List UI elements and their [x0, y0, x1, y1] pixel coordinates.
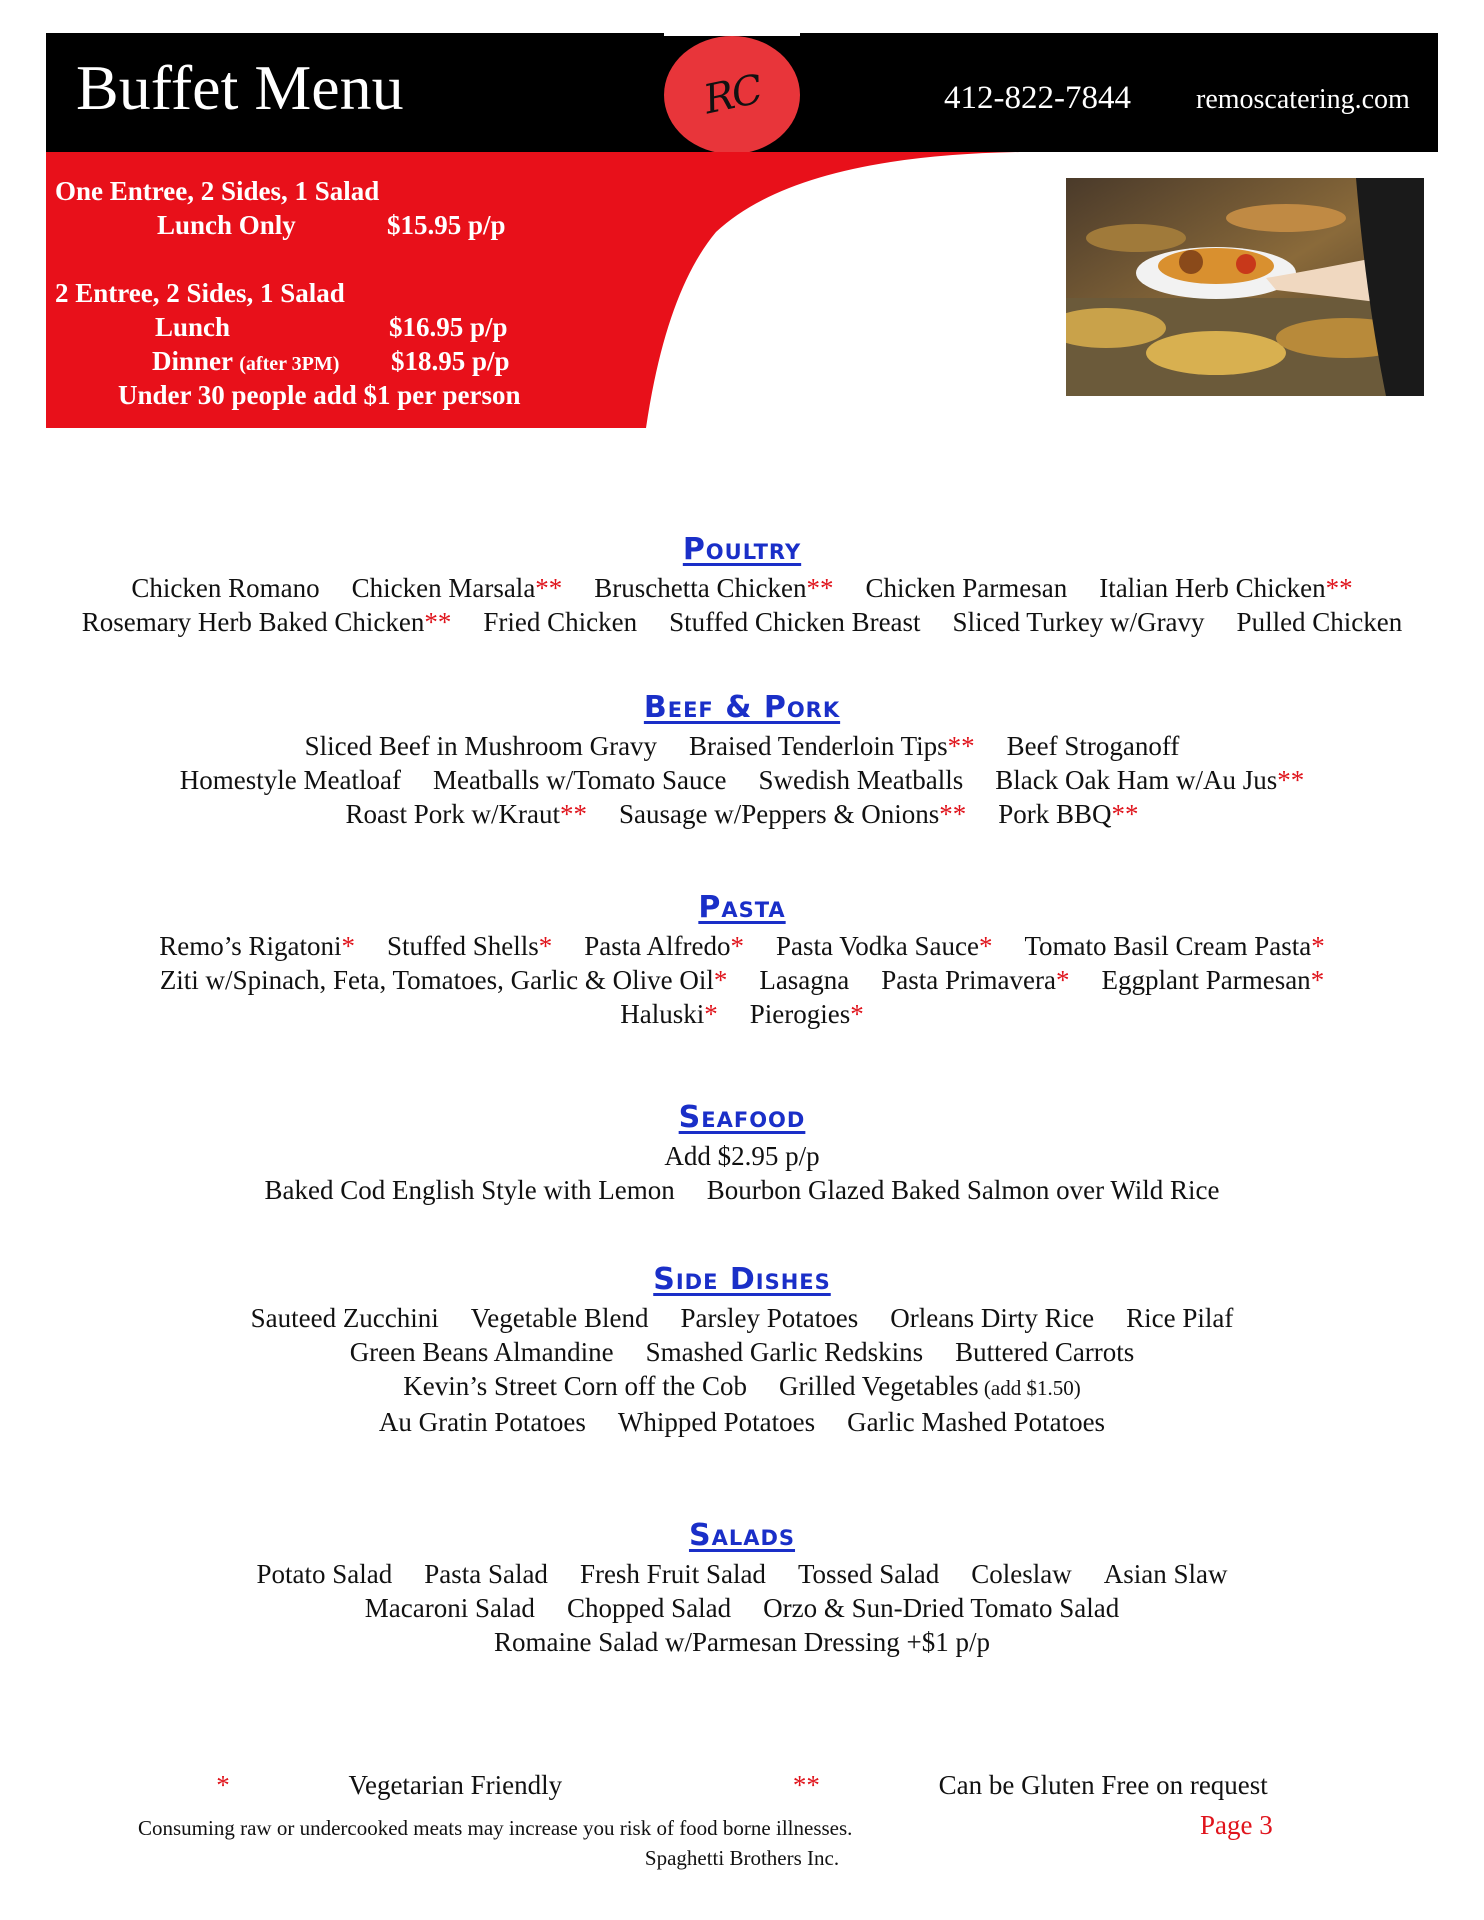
menu-item-name: Pasta Alfredo: [584, 931, 731, 961]
menu-item-name: Haluski: [620, 999, 705, 1029]
menu-item-name: Fried Chicken: [483, 607, 638, 637]
menu-item: [955, 1337, 1134, 1367]
menu-item-name: Whipped Potatoes: [617, 1407, 816, 1437]
menu-item: [494, 1627, 990, 1657]
menu-item-name: Orzo & Sun-Dried Tomato Salad: [763, 1593, 1120, 1623]
menu-item-name: Homestyle Meatloaf: [179, 765, 401, 795]
menu-item: [346, 799, 587, 829]
menu-item: [759, 965, 849, 995]
menu-row: [0, 963, 1484, 997]
section-seafood: [0, 1100, 1484, 1207]
menu-item-name: Remo’s Rigatoni: [159, 931, 342, 961]
menu-item-name: Italian Herb Chicken: [1099, 573, 1326, 603]
menu-row: [0, 1173, 1484, 1207]
menu-item: [365, 1593, 535, 1623]
menu-item-name: Bourbon Glazed Baked Salmon over Wild Rice: [706, 1175, 1220, 1205]
dietary-mark: *: [1310, 965, 1325, 995]
section-pasta: [0, 890, 1484, 1031]
legend-vegetarian: * Vegetarian Friendly: [216, 1770, 563, 1800]
dinner-label: Dinner (after 3PM): [152, 346, 340, 376]
lunch-label: Lunch: [155, 312, 231, 342]
menu-row: [0, 1591, 1484, 1625]
menu-row: [0, 1335, 1484, 1369]
menu-row: [0, 1557, 1484, 1591]
menu-item: [619, 799, 966, 829]
menu-row: [0, 729, 1484, 763]
menu-item: [160, 965, 728, 995]
dietary-mark: *: [1311, 931, 1325, 961]
menu-item-name: Kevin’s Street Corn off the Cob: [403, 1371, 747, 1401]
section-beef-pork: [0, 690, 1484, 831]
menu-item: [998, 799, 1138, 829]
menu-item: [680, 1303, 858, 1333]
menu-item-name: Coleslaw: [971, 1559, 1072, 1589]
menu-item-name: Chopped Salad: [566, 1593, 732, 1623]
menu-item: [131, 573, 319, 603]
section-title-poultry: Poultry: [682, 532, 802, 567]
menu-item: [594, 573, 833, 603]
legend: [0, 1770, 1484, 1801]
pricing-two-entree: 2 Entree, 2 Sides, 1 Salad: [55, 278, 345, 308]
section-title-side-dishes: Side Dishes: [653, 1262, 831, 1297]
menu-item: [750, 999, 864, 1029]
menu-item-name: Macaroni Salad: [364, 1593, 535, 1623]
dietary-mark: *: [850, 999, 864, 1029]
menu-item-name: Black Oak Ham w/Au Jus: [995, 765, 1278, 795]
menu-item: [890, 1303, 1094, 1333]
menu-item-name: Pasta Vodka Sauce: [775, 931, 979, 961]
section-title-seafood: Seafood: [678, 1100, 806, 1135]
lunch-price: $16.95 p/p: [389, 312, 508, 342]
dietary-mark: **: [939, 799, 967, 829]
menu-item: [352, 573, 563, 603]
menu-item: [580, 1559, 766, 1589]
logo-text: RC: [699, 66, 765, 124]
dietary-mark: **: [947, 731, 975, 761]
company-name: Spaghetti Brothers Inc.: [644, 1846, 840, 1870]
menu-item-name: Pasta Primavera: [881, 965, 1056, 995]
pricing-block: [55, 174, 521, 412]
menu-item: [953, 607, 1205, 637]
menu-item-name: Orleans Dirty Rice: [890, 1303, 1095, 1333]
dietary-mark: **: [535, 573, 563, 603]
menu-item: [1024, 931, 1324, 961]
menu-item-name: Au Gratin Potatoes: [378, 1407, 586, 1437]
menu-item-name: Eggplant Parmesan: [1101, 965, 1311, 995]
menu-item-name: Bruschetta Chicken: [594, 573, 807, 603]
pricing-one-entree: One Entree, 2 Sides, 1 Salad: [55, 176, 380, 206]
menu-item-name: Vegetable Blend: [470, 1303, 649, 1333]
menu-item: [1126, 1303, 1233, 1333]
menu-item-name: Pasta Salad: [424, 1559, 548, 1589]
menu-item: [618, 1407, 815, 1437]
menu-row: [0, 1405, 1484, 1439]
menu-item-name: Chicken Parmesan: [865, 573, 1068, 603]
menu-item: [881, 965, 1069, 995]
dietary-mark: **: [806, 573, 834, 603]
menu-item-name: Baked Cod English Style with Lemon: [264, 1175, 675, 1205]
menu-item: [847, 1407, 1105, 1437]
lunch-only-price: $15.95 p/p: [387, 210, 506, 240]
menu-item: [567, 1593, 731, 1623]
menu-item-name: Chicken Romano: [131, 573, 320, 603]
menu-item: [1099, 573, 1352, 603]
menu-row: [0, 1301, 1484, 1335]
page-number: Page 3: [1200, 1810, 1273, 1840]
dietary-mark: *: [704, 999, 718, 1029]
menu-item: [1101, 965, 1324, 995]
menu-item: [256, 1559, 392, 1589]
menu-item: [995, 765, 1304, 795]
menu-item: [1007, 731, 1180, 761]
menu-row: [0, 1369, 1484, 1405]
menu-item: [305, 731, 657, 761]
menu-item: [483, 607, 637, 637]
menu-row: [0, 763, 1484, 797]
menu-item-name: Pulled Chicken: [1236, 607, 1403, 637]
dietary-mark: **: [1277, 765, 1305, 795]
menu-item-name: Green Beans Almandine: [349, 1337, 614, 1367]
menu-item-name: Chicken Marsala: [351, 573, 536, 603]
dietary-mark: *: [538, 931, 553, 961]
menu-item: [471, 1303, 649, 1333]
dinner-price: $18.95 p/p: [391, 346, 510, 376]
dietary-mark: *: [978, 931, 993, 961]
menu-item: [350, 1337, 614, 1367]
menu-item: [403, 1371, 747, 1401]
menu-item-name: Buttered Carrots: [955, 1337, 1135, 1367]
menu-item: [779, 1371, 1081, 1401]
menu-item: [433, 765, 727, 795]
menu-item: [646, 1337, 923, 1367]
dietary-mark: *: [730, 931, 744, 961]
menu-item: [159, 931, 355, 961]
menu-item-name: Rice Pilaf: [1126, 1303, 1234, 1333]
phone-number: 412-822-7844: [944, 80, 1131, 116]
menu-item: [866, 573, 1068, 603]
website: remoscatering.com: [1196, 84, 1410, 115]
menu-item-name: Lasagna: [759, 965, 850, 995]
menu-item-name: Sliced Turkey w/Gravy: [952, 607, 1205, 637]
disclaimer: Consuming raw or undercooked meats may increase you risk of food borne illnesses.: [138, 1816, 853, 1840]
menu-row: [0, 929, 1484, 963]
menu-item-name: Roast Pork w/Kraut: [345, 799, 560, 829]
dietary-mark: *: [1055, 965, 1070, 995]
menu-item-name: Swedish Meatballs: [758, 765, 964, 795]
menu-item-name: Sauteed Zucchini: [250, 1303, 439, 1333]
menu-item: [971, 1559, 1072, 1589]
menu-item: [669, 607, 920, 637]
section-salads: [0, 1518, 1484, 1659]
menu-item-name: Stuffed Chicken Breast: [669, 607, 921, 637]
surcharge-note: Under 30 people add $1 per person: [118, 380, 521, 410]
section-title-salads: Salads: [688, 1518, 796, 1553]
menu-row: [0, 605, 1484, 639]
menu-item-name: Pierogies: [749, 999, 851, 1029]
menu-item: [759, 765, 964, 795]
seafood-note: Add $2.95 p/p: [664, 1141, 820, 1171]
legend-gluten-free: ** Can be Gluten Free on request: [792, 1770, 1268, 1800]
menu-row: [0, 1625, 1484, 1659]
menu-row: [0, 571, 1484, 605]
menu-item: [379, 1407, 586, 1437]
menu-item: [180, 765, 401, 795]
menu-item-name: Fresh Fruit Salad: [579, 1559, 766, 1589]
menu-item: [798, 1559, 939, 1589]
menu-item-name: Stuffed Shells: [386, 931, 539, 961]
menu-item-name: Garlic Mashed Potatoes: [847, 1407, 1106, 1437]
dinner-note: (after 3PM): [239, 353, 340, 375]
menu-item-name: Tossed Salad: [797, 1559, 940, 1589]
menu-item-name: Grilled Vegetables: [778, 1371, 979, 1401]
menu-item: [763, 1593, 1119, 1623]
menu-item: [689, 731, 975, 761]
menu-item-name: Sausage w/Peppers & Onions: [618, 799, 940, 829]
menu-item-name: Potato Salad: [256, 1559, 393, 1589]
menu-item: [707, 1175, 1220, 1205]
section-poultry: [0, 532, 1484, 639]
menu-item: [264, 1175, 674, 1205]
menu-item-name: Beef Stroganoff: [1006, 731, 1180, 761]
menu-item: [620, 999, 718, 1029]
page-title: Buffet Menu: [76, 52, 404, 123]
menu-item-name: Pork BBQ: [998, 799, 1112, 829]
menu-item: [1237, 607, 1403, 637]
section-title-pasta: Pasta: [698, 890, 786, 925]
menu-item-name: Smashed Garlic Redskins: [645, 1337, 924, 1367]
menu-item: [424, 1559, 548, 1589]
menu-item-name: Tomato Basil Cream Pasta: [1024, 931, 1312, 961]
lunch-only-label: Lunch Only: [157, 210, 296, 240]
menu-item: [584, 931, 744, 961]
dietary-mark: *: [713, 965, 728, 995]
buffet-photo: [1066, 178, 1424, 396]
menu-item: [251, 1303, 439, 1333]
dietary-mark: **: [1111, 799, 1139, 829]
menu-item-name: Parsley Potatoes: [680, 1303, 859, 1333]
dietary-mark: *: [341, 931, 355, 961]
menu-item-name: Sliced Beef in Mushroom Gravy: [304, 731, 658, 761]
dietary-mark: **: [424, 607, 452, 637]
menu-item-note: (add $1.50): [978, 1376, 1081, 1400]
dietary-mark: **: [1325, 573, 1353, 603]
menu-item-name: Ziti w/Spinach, Feta, Tomatoes, Garlic & Olive Oil: [159, 965, 714, 995]
menu-item-name: Braised Tenderloin Tips: [689, 731, 948, 761]
dietary-mark: **: [559, 799, 587, 829]
menu-item: [387, 931, 552, 961]
menu-item-name: Meatballs w/Tomato Sauce: [432, 765, 727, 795]
menu-item-name: Rosemary Herb Baked Chicken: [81, 607, 425, 637]
menu-item: [1104, 1559, 1228, 1589]
menu-item-name: Romaine Salad w/Parmesan Dressing +$1 p/p: [494, 1627, 990, 1657]
section-side-dishes: [0, 1262, 1484, 1439]
menu-row: [0, 997, 1484, 1031]
menu-row: [0, 797, 1484, 831]
menu-item: [776, 931, 992, 961]
menu-item-name: Asian Slaw: [1103, 1559, 1228, 1589]
menu-item: [82, 607, 452, 637]
section-title-beef-pork: Beef & Pork: [643, 690, 841, 725]
logo: [664, 36, 800, 154]
